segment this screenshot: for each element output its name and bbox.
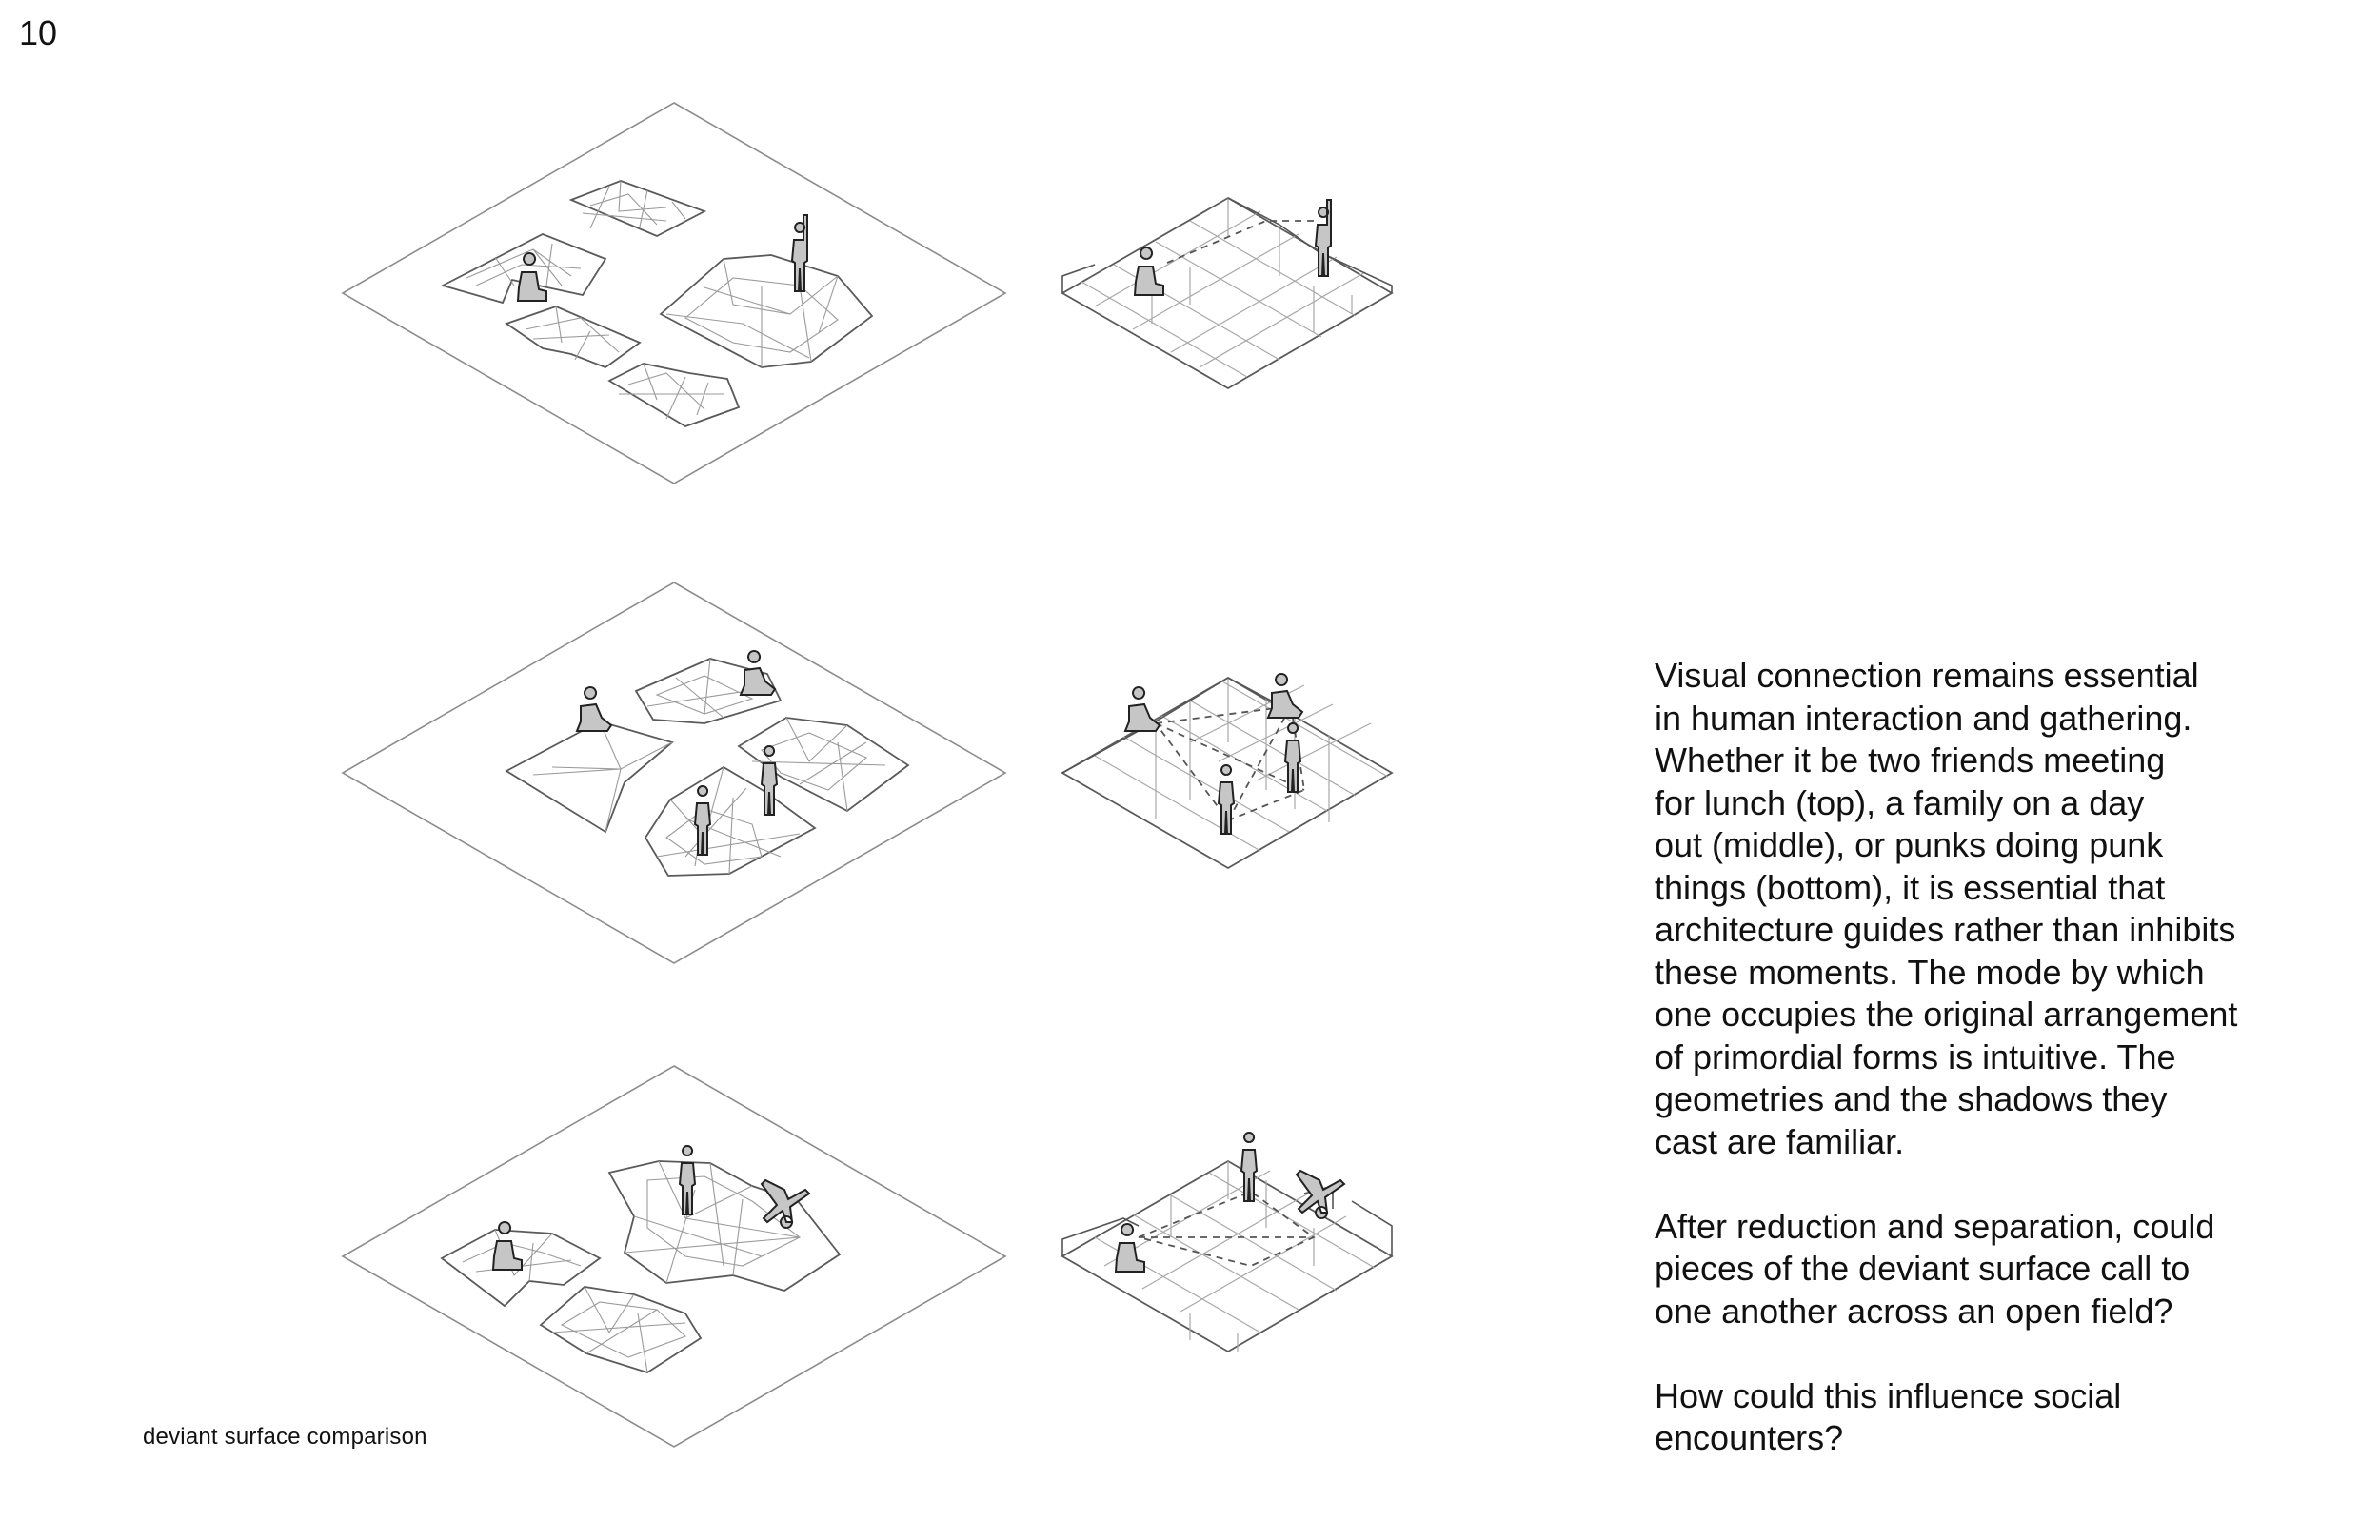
paragraph-reduction-question: After reduction and separation, could pieces of the deviant surface call to one another across an open field? — [1655, 1206, 2215, 1331]
page-number: 10 — [19, 13, 58, 52]
crouching-person-icon — [1268, 674, 1302, 718]
row-3-field-diagram — [343, 1066, 1005, 1447]
row-3-stepped-block-diagram — [1062, 1133, 1392, 1352]
standing-person-icon — [1241, 1133, 1257, 1201]
standing-person-icon — [680, 1146, 695, 1214]
paragraph-social-question: How could this influence social encounters? — [1655, 1375, 2122, 1457]
figure-caption: deviant surface comparison — [143, 1424, 427, 1450]
waving-person-icon — [792, 215, 807, 291]
row-2-stepped-block-diagram — [1062, 674, 1392, 868]
handstand-person-icon — [1297, 1171, 1344, 1218]
row-2-field-diagram — [343, 582, 1005, 963]
crouching-person-icon — [741, 651, 775, 695]
row-1-field-diagram — [343, 103, 1005, 484]
row-1-stepped-block-diagram — [1062, 198, 1392, 388]
paragraph-visual-connection: Visual connection remains essential in human interaction and gathering. Whether it be two friends meeting for lunch (top), a family on a day out (middle), or punks doing punk things (bottom), it is essential that architecture guides rather than inhibits these moments. The mode by which one occupies the original arrangement of primordial forms is intuitive. The geometries and the shadows they cast are familiar. — [1655, 656, 2238, 1161]
crouching-person-icon — [1125, 687, 1160, 731]
waving-person-icon — [1316, 200, 1331, 276]
body-text — [1655, 655, 2340, 1502]
crouching-person-icon — [577, 687, 611, 731]
